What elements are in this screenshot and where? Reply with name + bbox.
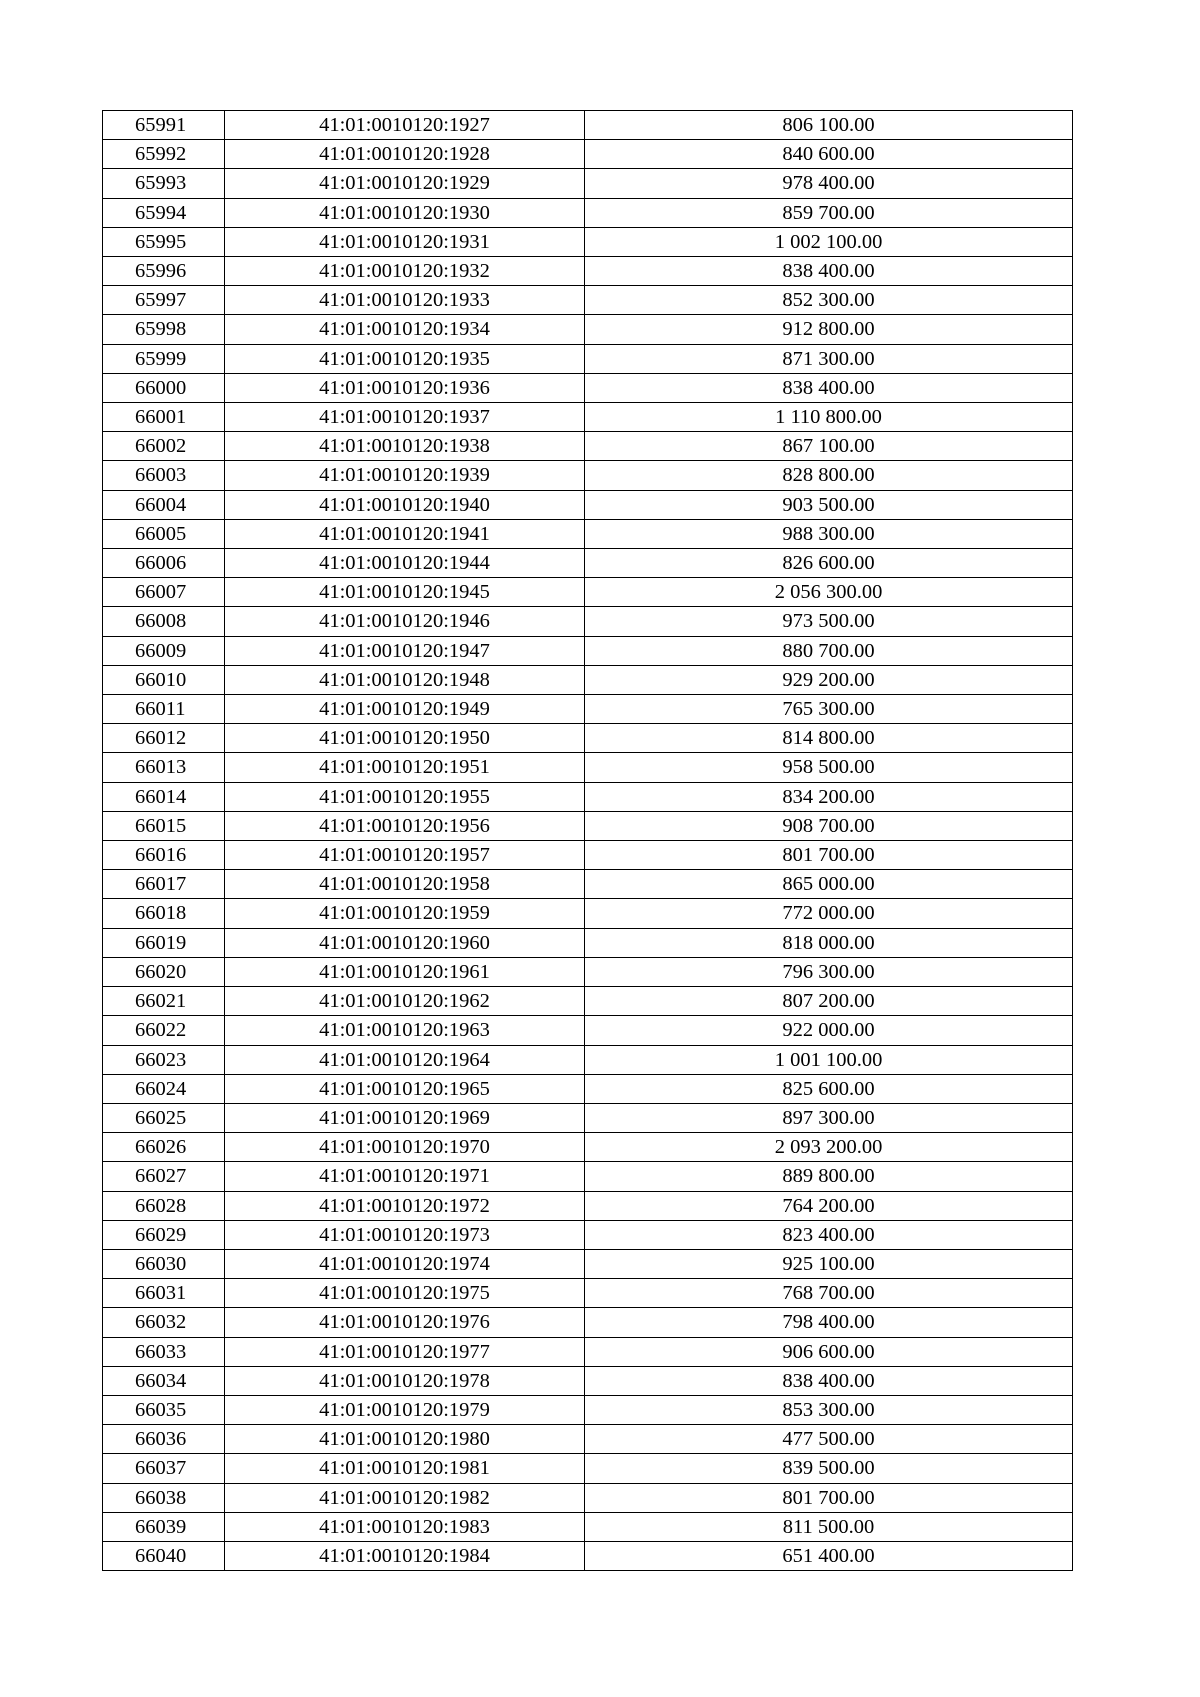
row-number-cell: 65999: [103, 344, 225, 373]
row-number-cell: 66038: [103, 1483, 225, 1512]
cadastral-value-cell: 811 500.00: [585, 1512, 1073, 1541]
cadastral-value-cell: 839 500.00: [585, 1454, 1073, 1483]
cadastral-number-cell: 41:01:0010120:1938: [225, 432, 585, 461]
cadastral-number-cell: 41:01:0010120:1978: [225, 1366, 585, 1395]
cadastral-value-cell: 828 800.00: [585, 461, 1073, 490]
table-row: [103, 753, 1073, 782]
row-number-cell: 66024: [103, 1074, 225, 1103]
cadastral-number-cell: 41:01:0010120:1964: [225, 1045, 585, 1074]
row-number-cell: 66002: [103, 432, 225, 461]
table-row: [103, 1512, 1073, 1541]
row-number-cell: 66012: [103, 724, 225, 753]
row-number-cell: 66032: [103, 1308, 225, 1337]
row-number-cell: 66025: [103, 1103, 225, 1132]
cadastral-number-cell: 41:01:0010120:1927: [225, 111, 585, 140]
table-row: [103, 286, 1073, 315]
table-row: [103, 549, 1073, 578]
cadastral-value-cell: 796 300.00: [585, 957, 1073, 986]
table-row: [103, 227, 1073, 256]
table-row: [103, 432, 1073, 461]
row-number-cell: 65995: [103, 227, 225, 256]
row-number-cell: 66028: [103, 1191, 225, 1220]
cadastral-number-cell: 41:01:0010120:1933: [225, 286, 585, 315]
row-number-cell: 66019: [103, 928, 225, 957]
row-number-cell: 66034: [103, 1366, 225, 1395]
cadastral-value-cell: 826 600.00: [585, 549, 1073, 578]
row-number-cell: 66004: [103, 490, 225, 519]
cadastral-number-cell: 41:01:0010120:1941: [225, 519, 585, 548]
cadastral-number-cell: 41:01:0010120:1931: [225, 227, 585, 256]
table-row: [103, 811, 1073, 840]
table-row: [103, 636, 1073, 665]
cadastral-number-cell: 41:01:0010120:1937: [225, 403, 585, 432]
cadastral-number-cell: 41:01:0010120:1971: [225, 1162, 585, 1191]
cadastral-value-cell: 908 700.00: [585, 811, 1073, 840]
table-row: [103, 870, 1073, 899]
row-number-cell: 66030: [103, 1249, 225, 1278]
cadastral-value-cell: 818 000.00: [585, 928, 1073, 957]
row-number-cell: 66007: [103, 578, 225, 607]
cadastral-number-cell: 41:01:0010120:1950: [225, 724, 585, 753]
cadastral-number-cell: 41:01:0010120:1984: [225, 1541, 585, 1570]
row-number-cell: 66003: [103, 461, 225, 490]
cadastral-value-cell: 929 200.00: [585, 665, 1073, 694]
cadastral-number-cell: 41:01:0010120:1945: [225, 578, 585, 607]
cadastral-value-cell: 838 400.00: [585, 257, 1073, 286]
row-number-cell: 66026: [103, 1133, 225, 1162]
cadastral-value-cell: 838 400.00: [585, 1366, 1073, 1395]
table-row: [103, 257, 1073, 286]
table-row: [103, 607, 1073, 636]
table-row: [103, 315, 1073, 344]
cadastral-number-cell: 41:01:0010120:1929: [225, 169, 585, 198]
table-row: [103, 1395, 1073, 1424]
cadastral-number-cell: 41:01:0010120:1958: [225, 870, 585, 899]
table-row: [103, 1016, 1073, 1045]
row-number-cell: 66020: [103, 957, 225, 986]
row-number-cell: 66040: [103, 1541, 225, 1570]
row-number-cell: 66035: [103, 1395, 225, 1424]
cadastral-value-cell: 2 093 200.00: [585, 1133, 1073, 1162]
cadastral-number-cell: 41:01:0010120:1965: [225, 1074, 585, 1103]
table-row: [103, 724, 1073, 753]
cadastral-value-table: [102, 110, 1073, 1571]
cadastral-value-cell: 823 400.00: [585, 1220, 1073, 1249]
table-row: [103, 1308, 1073, 1337]
table-row: [103, 1074, 1073, 1103]
table-row: [103, 1366, 1073, 1395]
table-row: [103, 665, 1073, 694]
row-number-cell: 66022: [103, 1016, 225, 1045]
row-number-cell: 66011: [103, 695, 225, 724]
table-row: [103, 957, 1073, 986]
cadastral-value-cell: 906 600.00: [585, 1337, 1073, 1366]
cadastral-value-cell: 852 300.00: [585, 286, 1073, 315]
cadastral-value-cell: 912 800.00: [585, 315, 1073, 344]
row-number-cell: 65996: [103, 257, 225, 286]
row-number-cell: 65994: [103, 198, 225, 227]
row-number-cell: 65992: [103, 140, 225, 169]
row-number-cell: 66014: [103, 782, 225, 811]
cadastral-value-cell: 1 001 100.00: [585, 1045, 1073, 1074]
row-number-cell: 66039: [103, 1512, 225, 1541]
cadastral-number-cell: 41:01:0010120:1962: [225, 987, 585, 1016]
table-row: [103, 1541, 1073, 1570]
row-number-cell: 66036: [103, 1425, 225, 1454]
cadastral-value-cell: 988 300.00: [585, 519, 1073, 548]
cadastral-number-cell: 41:01:0010120:1975: [225, 1279, 585, 1308]
row-number-cell: 65997: [103, 286, 225, 315]
cadastral-number-cell: 41:01:0010120:1946: [225, 607, 585, 636]
row-number-cell: 66005: [103, 519, 225, 548]
table-row: [103, 1249, 1073, 1278]
cadastral-number-cell: 41:01:0010120:1940: [225, 490, 585, 519]
cadastral-value-cell: 825 600.00: [585, 1074, 1073, 1103]
table-row: [103, 403, 1073, 432]
cadastral-value-cell: 798 400.00: [585, 1308, 1073, 1337]
cadastral-value-cell: 840 600.00: [585, 140, 1073, 169]
row-number-cell: 66016: [103, 841, 225, 870]
table-row: [103, 461, 1073, 490]
table-row: [103, 1191, 1073, 1220]
cadastral-number-cell: 41:01:0010120:1932: [225, 257, 585, 286]
row-number-cell: 66021: [103, 987, 225, 1016]
row-number-cell: 66018: [103, 899, 225, 928]
cadastral-value-cell: 1 002 100.00: [585, 227, 1073, 256]
table-row: [103, 169, 1073, 198]
table-row: [103, 111, 1073, 140]
table-row: [103, 198, 1073, 227]
cadastral-value-cell: 958 500.00: [585, 753, 1073, 782]
cadastral-number-cell: 41:01:0010120:1980: [225, 1425, 585, 1454]
cadastral-value-cell: 925 100.00: [585, 1249, 1073, 1278]
row-number-cell: 66031: [103, 1279, 225, 1308]
cadastral-number-cell: 41:01:0010120:1973: [225, 1220, 585, 1249]
cadastral-number-cell: 41:01:0010120:1983: [225, 1512, 585, 1541]
table-row: [103, 782, 1073, 811]
table-row: [103, 1162, 1073, 1191]
cadastral-number-cell: 41:01:0010120:1928: [225, 140, 585, 169]
table-row: [103, 1103, 1073, 1132]
table-row: [103, 344, 1073, 373]
cadastral-value-cell: 867 100.00: [585, 432, 1073, 461]
cadastral-number-cell: 41:01:0010120:1934: [225, 315, 585, 344]
cadastral-value-cell: 859 700.00: [585, 198, 1073, 227]
row-number-cell: 66015: [103, 811, 225, 840]
cadastral-number-cell: 41:01:0010120:1982: [225, 1483, 585, 1512]
cadastral-value-cell: 889 800.00: [585, 1162, 1073, 1191]
cadastral-number-cell: 41:01:0010120:1956: [225, 811, 585, 840]
cadastral-value-cell: 865 000.00: [585, 870, 1073, 899]
table-row: [103, 1337, 1073, 1366]
row-number-cell: 65991: [103, 111, 225, 140]
table-row: [103, 140, 1073, 169]
cadastral-number-cell: 41:01:0010120:1935: [225, 344, 585, 373]
cadastral-number-cell: 41:01:0010120:1963: [225, 1016, 585, 1045]
cadastral-value-cell: 838 400.00: [585, 373, 1073, 402]
table-row: [103, 1220, 1073, 1249]
table-row: [103, 928, 1073, 957]
row-number-cell: 66010: [103, 665, 225, 694]
cadastral-number-cell: 41:01:0010120:1979: [225, 1395, 585, 1424]
cadastral-value-cell: 807 200.00: [585, 987, 1073, 1016]
table-row: [103, 1279, 1073, 1308]
cadastral-value-cell: 853 300.00: [585, 1395, 1073, 1424]
table-row: [103, 841, 1073, 870]
cadastral-number-cell: 41:01:0010120:1960: [225, 928, 585, 957]
row-number-cell: 66008: [103, 607, 225, 636]
cadastral-value-cell: 897 300.00: [585, 1103, 1073, 1132]
table-row: [103, 899, 1073, 928]
row-number-cell: 66027: [103, 1162, 225, 1191]
cadastral-number-cell: 41:01:0010120:1976: [225, 1308, 585, 1337]
row-number-cell: 65993: [103, 169, 225, 198]
row-number-cell: 66037: [103, 1454, 225, 1483]
cadastral-number-cell: 41:01:0010120:1944: [225, 549, 585, 578]
cadastral-value-cell: 2 056 300.00: [585, 578, 1073, 607]
table-row: [103, 373, 1073, 402]
cadastral-value-cell: 801 700.00: [585, 841, 1073, 870]
cadastral-value-cell: 477 500.00: [585, 1425, 1073, 1454]
table-row: [103, 1425, 1073, 1454]
cadastral-value-cell: 772 000.00: [585, 899, 1073, 928]
row-number-cell: 66000: [103, 373, 225, 402]
cadastral-number-cell: 41:01:0010120:1959: [225, 899, 585, 928]
cadastral-number-cell: 41:01:0010120:1957: [225, 841, 585, 870]
cadastral-value-cell: 903 500.00: [585, 490, 1073, 519]
cadastral-value-cell: 801 700.00: [585, 1483, 1073, 1512]
table-row: [103, 1133, 1073, 1162]
cadastral-number-cell: 41:01:0010120:1951: [225, 753, 585, 782]
cadastral-value-cell: 834 200.00: [585, 782, 1073, 811]
row-number-cell: 66001: [103, 403, 225, 432]
table-row: [103, 695, 1073, 724]
table-row: [103, 578, 1073, 607]
cadastral-number-cell: 41:01:0010120:1948: [225, 665, 585, 694]
row-number-cell: 66017: [103, 870, 225, 899]
row-number-cell: 66029: [103, 1220, 225, 1249]
cadastral-number-cell: 41:01:0010120:1961: [225, 957, 585, 986]
row-number-cell: 66006: [103, 549, 225, 578]
cadastral-value-cell: 651 400.00: [585, 1541, 1073, 1570]
cadastral-number-cell: 41:01:0010120:1974: [225, 1249, 585, 1278]
cadastral-value-cell: 814 800.00: [585, 724, 1073, 753]
table-row: [103, 987, 1073, 1016]
row-number-cell: 65998: [103, 315, 225, 344]
cadastral-number-cell: 41:01:0010120:1969: [225, 1103, 585, 1132]
cadastral-value-cell: 973 500.00: [585, 607, 1073, 636]
cadastral-value-cell: 806 100.00: [585, 111, 1073, 140]
table-row: [103, 1454, 1073, 1483]
cadastral-value-cell: 765 300.00: [585, 695, 1073, 724]
cadastral-value-cell: 768 700.00: [585, 1279, 1073, 1308]
cadastral-value-cell: 1 110 800.00: [585, 403, 1073, 432]
cadastral-number-cell: 41:01:0010120:1939: [225, 461, 585, 490]
cadastral-number-cell: 41:01:0010120:1977: [225, 1337, 585, 1366]
table-row: [103, 490, 1073, 519]
cadastral-value-cell: 880 700.00: [585, 636, 1073, 665]
row-number-cell: 66013: [103, 753, 225, 782]
cadastral-value-cell: 764 200.00: [585, 1191, 1073, 1220]
cadastral-number-cell: 41:01:0010120:1947: [225, 636, 585, 665]
cadastral-value-cell: 922 000.00: [585, 1016, 1073, 1045]
cadastral-number-cell: 41:01:0010120:1981: [225, 1454, 585, 1483]
cadastral-value-cell: 871 300.00: [585, 344, 1073, 373]
table-row: [103, 1045, 1073, 1074]
cadastral-number-cell: 41:01:0010120:1972: [225, 1191, 585, 1220]
table-row: [103, 519, 1073, 548]
cadastral-value-cell: 978 400.00: [585, 169, 1073, 198]
cadastral-number-cell: 41:01:0010120:1936: [225, 373, 585, 402]
cadastral-number-cell: 41:01:0010120:1970: [225, 1133, 585, 1162]
table-body: [103, 111, 1073, 1571]
row-number-cell: 66033: [103, 1337, 225, 1366]
row-number-cell: 66009: [103, 636, 225, 665]
cadastral-number-cell: 41:01:0010120:1949: [225, 695, 585, 724]
cadastral-number-cell: 41:01:0010120:1930: [225, 198, 585, 227]
table-row: [103, 1483, 1073, 1512]
cadastral-number-cell: 41:01:0010120:1955: [225, 782, 585, 811]
row-number-cell: 66023: [103, 1045, 225, 1074]
